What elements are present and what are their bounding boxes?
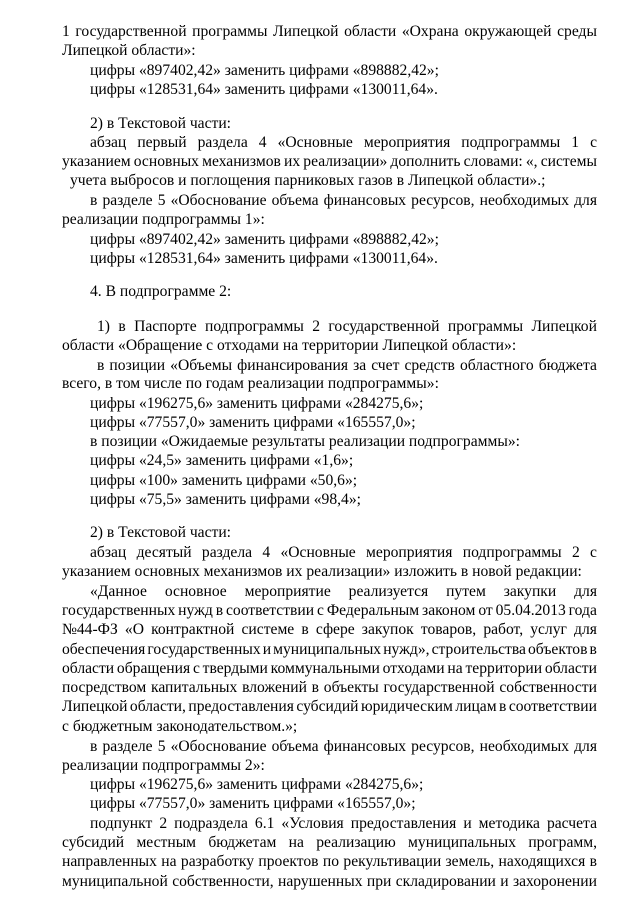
- text-line: цифры «100» заменить цифрами «50,6»;: [90, 472, 358, 489]
- text-line: Липецкой области»:: [62, 42, 196, 59]
- text-line: Липецкой области, предоставления субсидий юридическим лицам в соответствии: [62, 698, 597, 715]
- text-line: 1) в Паспорте подпрограммы 2 государственной программы Липецкой: [97, 318, 597, 335]
- text-line: указанием основных механизмов их реализации» изложить в новой редакции:: [62, 563, 582, 580]
- text-line: цифры «75,5» заменить цифрами «98,4»;: [90, 491, 361, 508]
- text-line: муниципальной собственности, нарушенных при складировании и захоронении: [62, 873, 597, 890]
- text-line: с бюджетным законодательством.»;: [62, 718, 298, 735]
- text-line: подпункт 2 подраздела 6.1 «Условия предоставления и методика расчета: [90, 815, 597, 832]
- text-line: субсидий местным бюджетам на реализацию муниципальных программ,: [62, 834, 597, 851]
- text-line: направленных на разработку проектов по рекультивации земель, находящихся в: [62, 853, 597, 870]
- text-line: цифры «24,5» заменить цифрами «1,6»;: [90, 452, 354, 469]
- text-line: цифры «196275,6» заменить цифрами «284275,6»;: [90, 776, 424, 793]
- text-line: цифры «128531,64» заменить цифрами «130011,64».: [90, 250, 438, 267]
- text-line: государственных нужд в соответствии с Федеральным законом от 05.04.2013 года: [62, 602, 597, 619]
- text-line: абзац первый раздела 4 «Основные мероприятия подпрограммы 1 с: [90, 134, 597, 151]
- text-line: указанием основных механизмов их реализации» дополнить словами: «, системы: [62, 153, 597, 170]
- text-line: в разделе 5 «Обоснование объема финансовых ресурсов, необходимых для: [90, 192, 597, 209]
- text-line: 4. В подпрограмме 2:: [90, 283, 232, 300]
- text-line: 1 государственной программы Липецкой области «Охрана окружающей среды: [62, 23, 597, 40]
- text-line: цифры «77557,0» заменить цифрами «165557,0»;: [90, 414, 416, 431]
- text-line: «Данное основное мероприятие реализуется путем закупки для: [90, 583, 597, 600]
- text-line: всего, в том числе по годам реализации подпрограммы»:: [62, 375, 439, 392]
- text-line: в позиции «Объемы финансирования за счет средств областного бюджета: [97, 357, 597, 374]
- text-line: области обращения с твердыми коммунальными отходами на территории области: [62, 660, 597, 677]
- text-line: в позиции «Ожидаемые результаты реализации подпрограммы»:: [90, 433, 520, 450]
- text-line: учета выбросов и поглощения парниковых газов в Липецкой области».;: [70, 172, 546, 189]
- text-line: цифры «77557,0» заменить цифрами «165557,0»;: [90, 795, 416, 812]
- text-line: 2) в Текстовой части:: [90, 524, 231, 541]
- text-line: 2) в Текстовой части:: [90, 115, 231, 132]
- text-line: цифры «196275,6» заменить цифрами «284275,6»;: [90, 395, 424, 412]
- text-line: реализации подпрограммы 1»:: [62, 211, 265, 228]
- text-line: цифры «128531,64» заменить цифрами «130011,64».: [90, 81, 438, 98]
- text-line: цифры «897402,42» заменить цифрами «898882,42»;: [90, 231, 439, 248]
- text-line: цифры «897402,42» заменить цифрами «898882,42»;: [90, 62, 439, 79]
- text-line: посредством капитальных вложений в объекты государственной собственности: [62, 679, 597, 696]
- text-line: реализации подпрограммы 2»:: [62, 757, 265, 774]
- text-line: области «Обращение с отходами на территории Липецкой области»:: [62, 337, 517, 354]
- text-line: обеспечения государственных и муниципальных нужд», строительства объектов в: [62, 641, 597, 658]
- text-line: в разделе 5 «Обоснование объема финансовых ресурсов, необходимых для: [90, 738, 597, 755]
- text-line: №44-ФЗ «О контрактной системе в сфере закупок товаров, работ, услуг для: [62, 621, 597, 638]
- text-line: абзац десятый раздела 4 «Основные мероприятия подпрограммы 2 с: [90, 544, 597, 561]
